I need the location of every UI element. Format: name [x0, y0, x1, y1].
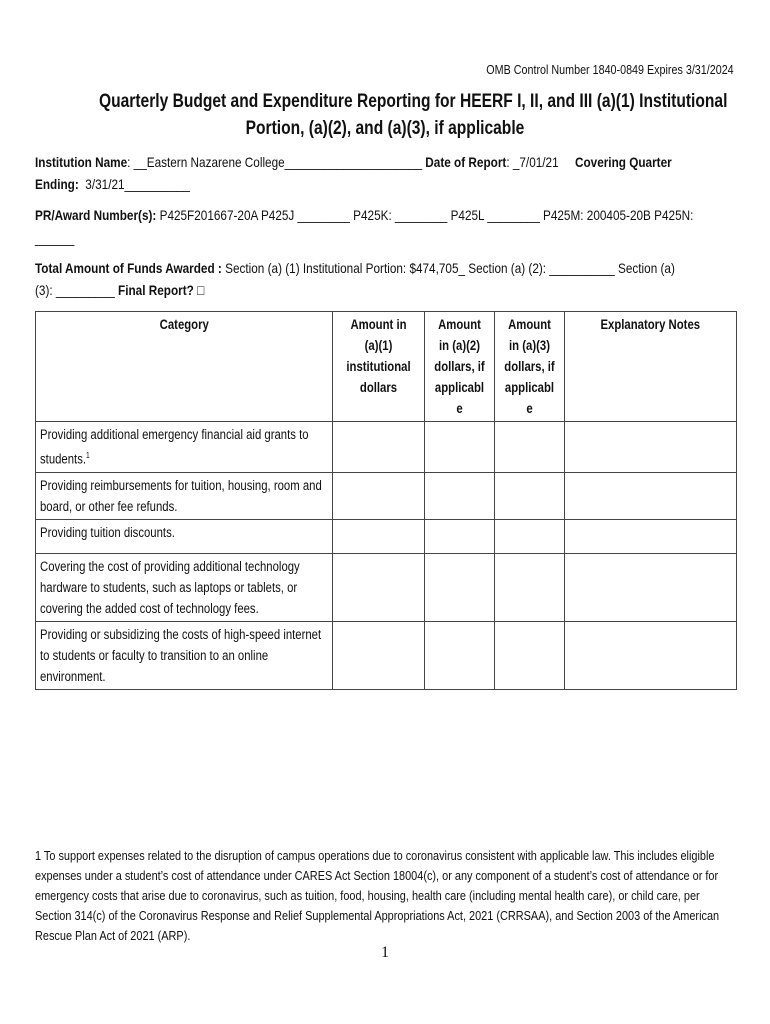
cell-notes[interactable] — [565, 621, 737, 689]
title-line-1: Quarterly Budget and Expenditure Reporting for HEERF I, II, and III (a)(1) Institutional — [98, 91, 728, 112]
cell-a3[interactable] — [495, 422, 565, 473]
document-title — [30, 88, 740, 142]
table-header-row — [36, 312, 737, 422]
title-line-2: Portion, (a)(2), and (a)(3), if applicable — [245, 118, 525, 139]
table-row — [36, 422, 737, 473]
quarter-value: 3/31/21__________ — [85, 176, 190, 192]
institution-line — [35, 152, 672, 173]
row-category: Providing tuition discounts. — [36, 519, 333, 553]
cell-a3[interactable] — [495, 519, 565, 553]
cell-a2[interactable] — [425, 422, 495, 473]
quarter-ending-label: Ending: — [35, 176, 79, 192]
quarter-line — [35, 174, 190, 195]
quarter-label: Covering Quarter — [574, 154, 672, 170]
row-category: Providing additional emergency financial aid grants to students.$^1$ — [36, 422, 333, 473]
institution-value: : __Eastern Nazarene College_____________________ — [127, 154, 423, 170]
final-report-checkbox[interactable]: □ — [193, 282, 205, 298]
cell-a2[interactable] — [425, 553, 495, 621]
cell-a1[interactable] — [333, 553, 425, 621]
header-amount-a2: Amount in (a)(2) dollars, if applicabl e — [425, 312, 495, 422]
cell-a1[interactable] — [333, 422, 425, 473]
table-row — [36, 621, 737, 689]
row-category: Providing or subsidizing the costs of high-speed internet to students or faculty to transition to an online environment. — [36, 621, 333, 689]
header-amount-a1: Amount in (a)(1) institutional dollars — [333, 312, 425, 422]
header-explanatory-notes: Explanatory Notes — [565, 312, 737, 422]
cell-a3[interactable] — [495, 553, 565, 621]
footnote-ref: 1 — [86, 451, 90, 460]
cell-notes[interactable] — [565, 472, 737, 519]
funds-label: Total Amount of Funds Awarded : — [35, 260, 222, 276]
cell-a1[interactable] — [333, 519, 425, 553]
award-value: P425F201667-20A P425J ________ P425K: ________ P425L ________ P425M: 200405-20B P425N: — [156, 207, 694, 223]
row-category: Covering the cost of providing additional technology hardware to students, such as laptops or tablets, or covering the added cost of technology fees. — [36, 553, 333, 621]
omb-control-number: OMB Control Number 1840-0849 Expires 3/31/2024 — [486, 63, 734, 77]
funds-line-2 — [35, 280, 204, 301]
row-category: Providing reimbursements for tuition, housing, room and board, or other fee refunds. — [36, 472, 333, 519]
date-value: : _7/01/21 — [506, 154, 559, 170]
final-report-label: Final Report? — [118, 282, 194, 298]
section-a3-value: (3): _________ — [35, 282, 119, 298]
cell-a1[interactable] — [333, 472, 425, 519]
cell-a2[interactable] — [425, 472, 495, 519]
cell-a2[interactable] — [425, 519, 495, 553]
table-row — [36, 472, 737, 519]
cell-a3[interactable] — [495, 621, 565, 689]
header-category: Category — [36, 312, 333, 422]
cell-notes[interactable] — [565, 519, 737, 553]
cell-a3[interactable] — [495, 472, 565, 519]
table-row — [36, 519, 737, 553]
header-amount-a3: Amount in (a)(3) dollars, if applicabl e — [495, 312, 565, 422]
award-label: PR/Award Number(s): — [35, 207, 157, 223]
cell-a2[interactable] — [425, 621, 495, 689]
footnote-text: 1 To support expenses related to the disruption of campus operations due to coronavirus consistent with applicable law. This includes eligible expenses under a student’s cost of attendance under CARES Act Section 18004(c), or any component of a student’s cost of attendance or for emergency costs that arise due to coronavirus, such as tuition, food, housing, health care (including mental health care), or child care, per Section 314(c) of the Coronavirus Response and Relief Supplemental Appropriations Act, 2021 (CRRSAA), and Section 2003 of the American Rescue Plan Act of 2021 (ARP). — [35, 848, 720, 943]
budget-table — [35, 311, 737, 690]
table-row — [36, 553, 737, 621]
date-label: Date of Report — [425, 154, 507, 170]
cell-a1[interactable] — [333, 621, 425, 689]
institution-label: Institution Name — [35, 154, 128, 170]
funds-line — [35, 258, 675, 279]
page-number: 1 — [381, 944, 389, 961]
cell-notes[interactable] — [565, 553, 737, 621]
funds-value: Section (a) (1) Institutional Portion: $474,705_ Section (a) (2): __________ Section (a) — [221, 260, 675, 276]
award-line — [35, 205, 693, 226]
cell-notes[interactable] — [565, 422, 737, 473]
award-line-2: ______ — [35, 230, 75, 246]
